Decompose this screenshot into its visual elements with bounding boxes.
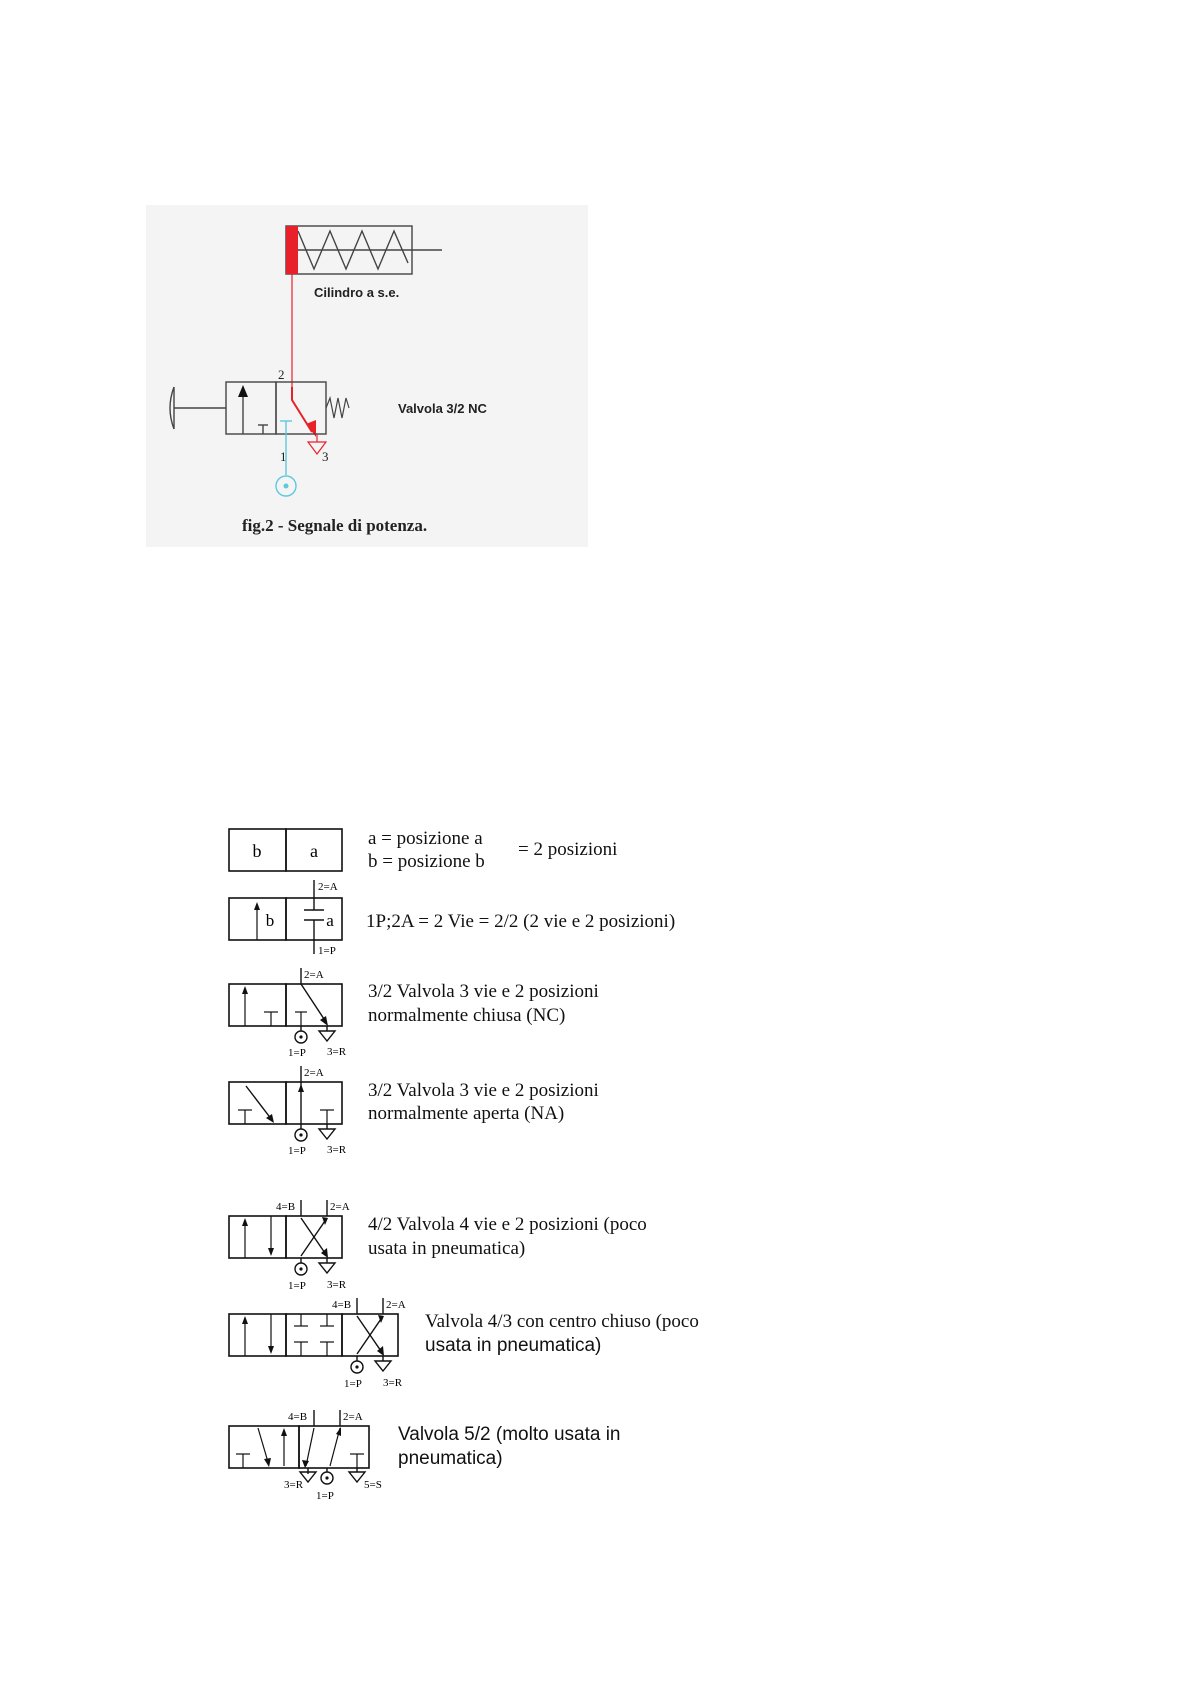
valve-3-2-nc-diagram	[228, 968, 368, 1060]
port-4b-label: 4=B	[332, 1299, 352, 1311]
port-3r-label: 3=R	[327, 1279, 347, 1291]
s3-line2: normalmente chiusa (NC)	[368, 1005, 566, 1026]
symbol-3-2-nc	[228, 968, 368, 1065]
symbol-4-3	[228, 1298, 418, 1397]
symbol-positions	[228, 828, 348, 883]
port-5s-label: 5=S	[364, 1479, 382, 1491]
valve-arrow-up	[238, 385, 248, 397]
s3-line1: 3/2 Valvola 3 vie e 2 posizioni	[368, 981, 599, 1002]
port-3r-label: 3=R	[327, 1144, 347, 1156]
s4-line2: normalmente aperta (NA)	[368, 1103, 565, 1124]
exhaust-s-icon	[349, 1472, 365, 1482]
fig2-diagram	[146, 205, 588, 547]
supply-source-dot	[284, 484, 289, 489]
symbol-5-2	[228, 1410, 398, 1507]
cylinder-piston	[286, 226, 298, 274]
fig2-panel	[146, 205, 588, 547]
port-2a-label: 2=A	[304, 1067, 324, 1079]
s1-line2: b = posizione b	[368, 851, 485, 872]
box-a-label: a	[326, 911, 334, 930]
box-b-label: b	[252, 841, 262, 861]
s1-side: = 2 posizioni	[518, 839, 618, 860]
port-3-label: 3	[322, 449, 329, 464]
port-3r-label: 3=R	[284, 1479, 304, 1491]
s4-line1: 3/2 Valvola 3 vie e 2 posizioni	[368, 1080, 599, 1101]
port-2a-label: 2=A	[330, 1201, 350, 1213]
port-1p-label: 1=P	[288, 1047, 306, 1059]
port-3r-label: 3=R	[327, 1046, 347, 1058]
two-position-box	[228, 828, 348, 878]
port-1p-label: 1=P	[288, 1280, 306, 1292]
port-2-label: 2	[278, 367, 285, 382]
spring-icon	[326, 398, 349, 418]
exhaust-icon	[319, 1263, 335, 1273]
box-b-label: b	[265, 911, 275, 930]
exhaust-icon	[375, 1361, 391, 1371]
port-3r-label: 3=R	[383, 1377, 403, 1389]
port-4b-label: 4=B	[288, 1411, 308, 1423]
fig2-caption: fig.2 - Segnale di potenza.	[242, 516, 428, 535]
port-2a-label: 2=A	[386, 1299, 406, 1311]
port-1p-label: 1=P	[318, 945, 336, 957]
symbol-4-2	[228, 1200, 368, 1299]
exhaust-icon	[319, 1129, 335, 1139]
port-4b-label: 4=B	[276, 1201, 296, 1213]
port-1p-label: 1=P	[288, 1145, 306, 1157]
port-2a-label: 2=A	[343, 1411, 363, 1423]
valve-5-2-diagram	[228, 1410, 398, 1502]
port-1p-label: 1=P	[316, 1490, 334, 1502]
cylinder	[286, 226, 442, 274]
s5-line2: usata in pneumatica)	[368, 1238, 526, 1259]
s7-line1: Valvola 5/2 (molto usata in	[398, 1424, 621, 1445]
valve-4-3-diagram	[228, 1298, 418, 1392]
box-a-label: a	[310, 841, 318, 861]
s2-text: 1P;2A = 2 Vie = 2/2 (2 vie e 2 posizioni)	[366, 911, 676, 932]
s7-line2: pneumatica)	[398, 1448, 503, 1469]
valve-4-2-diagram	[228, 1200, 368, 1294]
symbol-3-2-na	[228, 1066, 368, 1163]
port-1-label: 1	[280, 449, 287, 464]
push-button-icon	[170, 387, 226, 429]
valve-2-2-diagram	[228, 880, 368, 958]
cylinder-label: Cilindro a s.e.	[314, 285, 400, 300]
s6-line2: usata in pneumatica)	[425, 1335, 602, 1356]
valve-label: Valvola 3/2 NC	[398, 401, 487, 416]
port-2a-label: 2=A	[318, 881, 338, 893]
exhaust-icon	[319, 1031, 335, 1041]
valve-3-2-na-diagram	[228, 1066, 368, 1158]
s5-line1: 4/2 Valvola 4 vie e 2 posizioni (poco	[368, 1214, 647, 1235]
port-1p-label: 1=P	[344, 1378, 362, 1390]
s1-line1: a = posizione a	[368, 828, 483, 849]
symbol-2-2-valve	[228, 880, 368, 963]
s6-line1: Valvola 4/3 con centro chiuso (poco	[425, 1311, 699, 1332]
port-2a-label: 2=A	[304, 969, 324, 981]
